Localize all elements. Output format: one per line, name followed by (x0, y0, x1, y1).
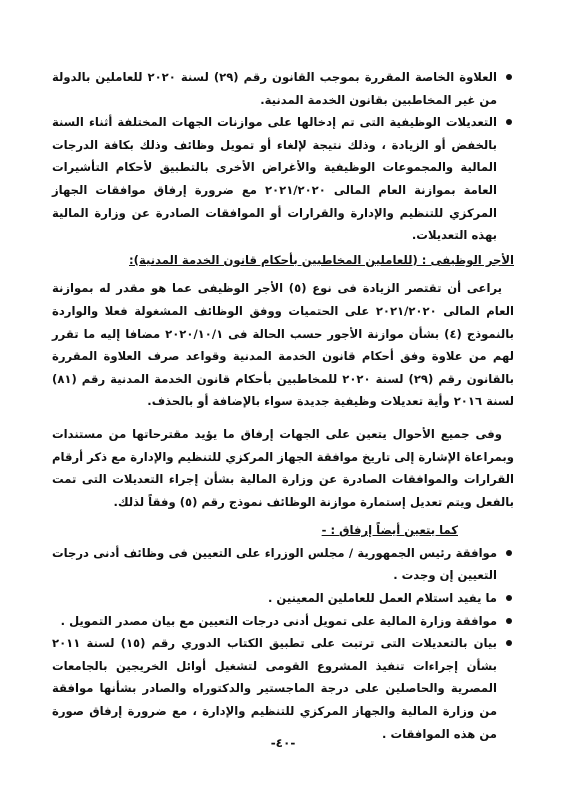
paragraph-supporting-documents: وفى جميع الأحوال يتعين على الجهات إرفاق ما يؤيد مقترحاتها من مستندات وبمراعاة الإشارة إلى تاريخ موافقة الجهاز المركزي للتنظيم والإدارة مع ذكر أرقام القرارات والموافقات الصادرة عن وزارة المالية بشأن إجراء التعديلات التى تمت بالفعل ويتم تعديل إستمارة موازنة الوظائف نموذج رقم (٥) وفقاً لذلك. (52, 426, 514, 509)
page-number: -٤٠- (270, 736, 296, 750)
bullet-finance-approval: موافقة وزارة المالية على تمويل أدنى درجات التعيين مع بيان مصدر التمويل . (52, 610, 497, 633)
bullet-special-allowance: العلاوة الخاصة المقررة بموجب القانون رقم (٢٩) لسنة ٢٠٢٠ للعاملين بالدولة من غير المخاطبين بقانون الخدمة المدنية. (52, 66, 497, 111)
bullet-graduates-project: بيان بالتعديلات التى ترتبت على تطبيق الكتاب الدوري رقم (١٥) لسنة ٢٠١١ بشأن إجراءات تنفيذ المشروع القومى لتشغيل أوائل الخريجين بالجامعات المصرية والحاصلين على درجة الماجستير والدكتوراه والصادر بشأنها موافقة من وزارة المالية والجهاز المركزي للتنظيم والإدارة ، مع ضرورة إرفاق صورة من هذه الموافقات . (52, 632, 497, 745)
bullet-job-amendments: التعديلات الوظيفية التى تم إدخالها على موازنات الجهات المختلفة أثناء السنة بالخفض أو الزيادة ، وذلك نتيجة لإلغاء أو تمويل وظائف وذلك بكافة الدرجات المالية والمجموعات الوظيفية والأغراض الأخرى بالتطبيق لأحكام التأشيرات العامة بموازنة العام المالى ٢٠٢١/٢٠٢٠ مع ضرورة إرفاق موافقات الجهاز المركزي للتنظيم والإدارة والقرارات أو الموافقات الصادرة عن وزارة المالية بهذه التعديلات. (52, 111, 497, 247)
paragraph-wage-increase: يراعى أن تقتصر الزيادة فى نوع (٥) الأجر الوظيفى عما هو مقدر له بموازنة العام المالى ٢٠٢١/٢٠٢٠ على الحتميات ووفق الوظائف المشغولة فعلا والواردة بالنموذج (٤) بشأن موازنة الأجور حسب الحالة فى ٢٠٢٠/١٠/١ مضافا إليه ما تقرر لهم من علاوة وفق أحكام قانون الخدمة المدنية وقواعد صرف العلاوة المقررة بالقانون رقم (٢٩) لسنة ٢٠٢٠ للمخاطبين بأحكام قانون الخدمة المدنية رقم (٨١) لسنة ٢٠١٦ وأية تعديلات وظيفية جديدة سواء بالإضافة أو بالحذف. (52, 281, 514, 409)
bullet-president-approval: موافقة رئيس الجمهورية / مجلس الوزراء على التعيين فى وظائف أدنى درجات التعيين إن وجدت . (52, 542, 497, 587)
subheading-also-attach: كما يتعين أيضاً إرفاق : - (321, 523, 458, 538)
section-heading-job-wage: الأجر الوظيفى : (للعاملين المخاطبين بأحكام قانون الخدمة المدنية): (129, 252, 514, 267)
bullet-work-receipt: ما يفيد استلام العمل للعاملين المعينين . (52, 587, 497, 610)
bottom-bullet-list (52, 542, 514, 745)
top-bullet-list (52, 66, 514, 247)
